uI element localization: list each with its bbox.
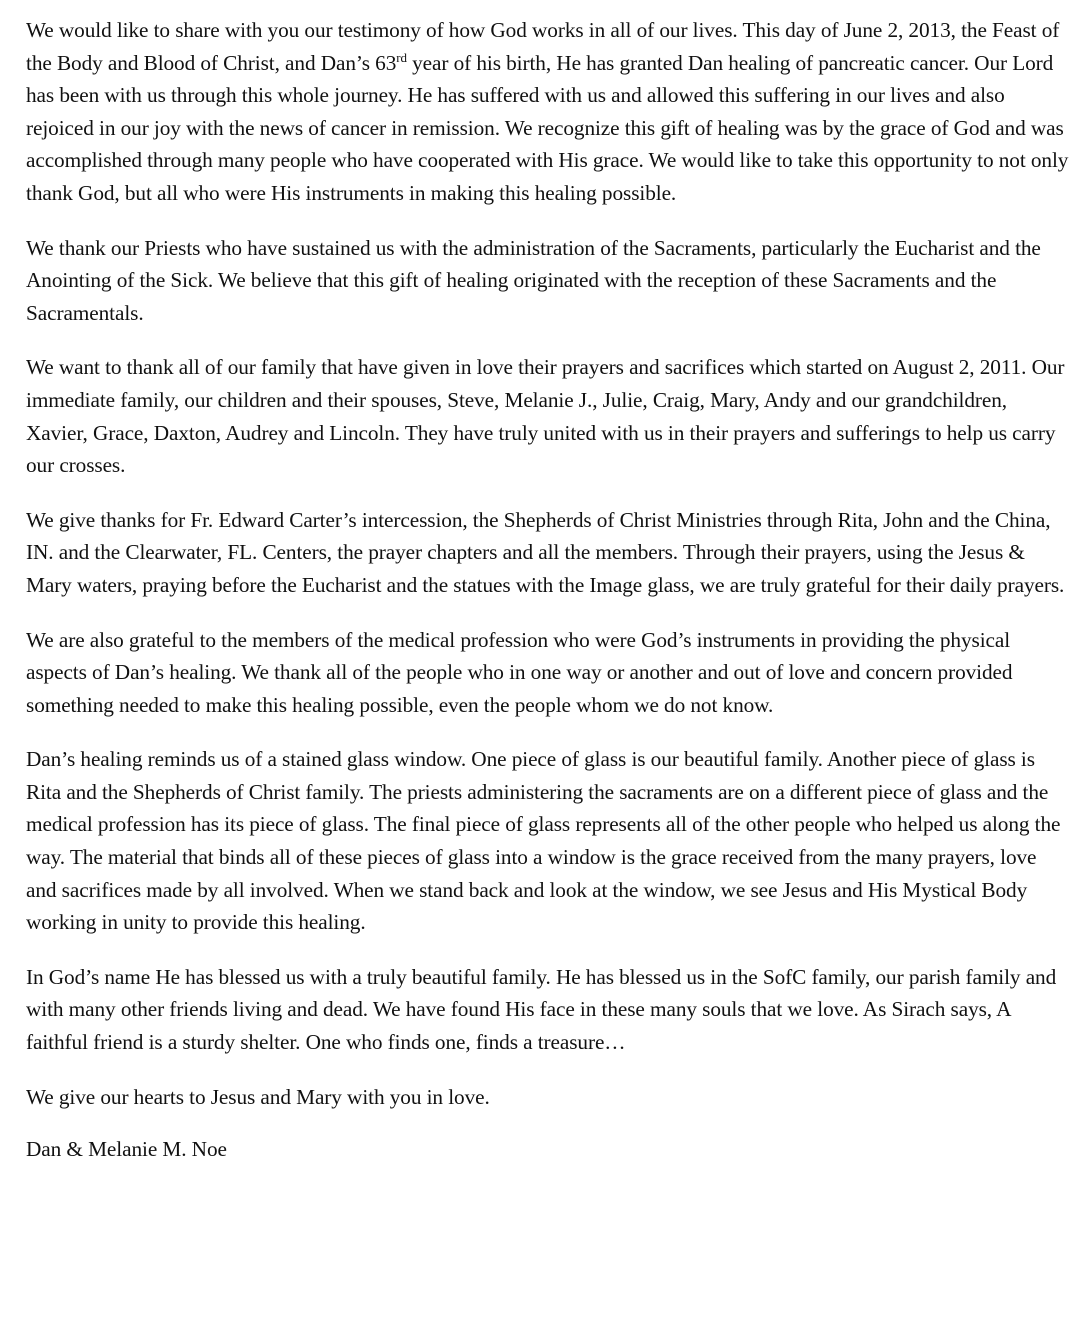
signature: Dan & Melanie M. Noe — [26, 1137, 227, 1162]
closing-line: We give our hearts to Jesus and Mary with you in love. — [26, 1084, 490, 1109]
paragraph-blessings: In God’s name He has blessed us with a truly beautiful family. He has blessed us in the SofC family, our parish family and with many other friends living and dead. We have found His face in these many souls that we love. As Sirach says, A faithful friend is a sturdy shelter. One who finds one, finds a treasure… — [26, 964, 1057, 1055]
paragraph-medical: We are also grateful to the members of the medical profession who were God’s instruments in providing the physical aspects of Dan’s healing. We thank all of the people who in one way or another and out of love and concern provided something needed to make this healing possible, even the people whom we do not know. — [26, 627, 1013, 717]
paragraph-testimony-text-a: We would like to share with you our testimony of how God works in all of our lives. This day of June 2, 2013, the Feast of the Body and Blood of Christ, and Dan’s 63 — [26, 18, 1060, 75]
paragraph-testimony-text-b: year of his birth, He has granted Dan healing of pancreatic cancer. Our Lord has been with us through this whole journey. He has suffered with us and allowed this suffering in our lives and also rejoiced in our joy with the news of cancer in remission. We recognize this gift of healing was by the grace of God and was accomplished through many people who have cooperated with His grace. We would like to take this opportunity to not only thank God, but all who were His instruments in making this healing possible. — [26, 50, 1069, 205]
paragraph-family: We want to thank all of our family that have given in love their prayers and sacrifices which started on August 2, 2011. Our immediate family, our children and their spouses, Steve, Melanie J., Julie, Craig, Mary, Andy and our grandchildren, Xavier, Grace, Daxton, Audrey and Lincoln. They have truly united with us in their prayers and sufferings to help us carry our crosses. — [26, 355, 1065, 478]
letter-page — [26, 14, 1071, 1166]
paragraph-testimony — [26, 14, 1071, 210]
ordinal-suffix: rd — [396, 49, 407, 65]
paragraph-ministries: We give thanks for Fr. Edward Carter’s intercession, the Shepherds of Christ Ministries through Rita, John and the China, IN. and the Clearwater, FL. Centers, the prayer chapters and all the members. Through their prayers, using the Jesus & Mary waters, praying before the Eucharist and the statues with the Image glass, we are truly grateful for their daily prayers. — [26, 507, 1065, 597]
paragraph-stained-glass: Dan’s healing reminds us of a stained glass window. One piece of glass is our beautiful family. Another piece of glass is Rita and the Shepherds of Christ family. The priests administering the sacraments are on a different piece of glass and the medical profession has its piece of glass. The final piece of glass represents all of the other people who helped us along the way. The material that binds all of these pieces of glass into a window is the grace received from the many prayers, love and sacrifices made by all involved. When we stand back and look at the window, we see Jesus and His Mystical Body working in unity to provide this healing. — [26, 747, 1061, 935]
paragraph-priests: We thank our Priests who have sustained us with the administration of the Sacraments, particularly the Eucharist and the Anointing of the Sick. We believe that this gift of healing originated with the reception of these Sacraments and the Sacramentals. — [26, 235, 1041, 325]
